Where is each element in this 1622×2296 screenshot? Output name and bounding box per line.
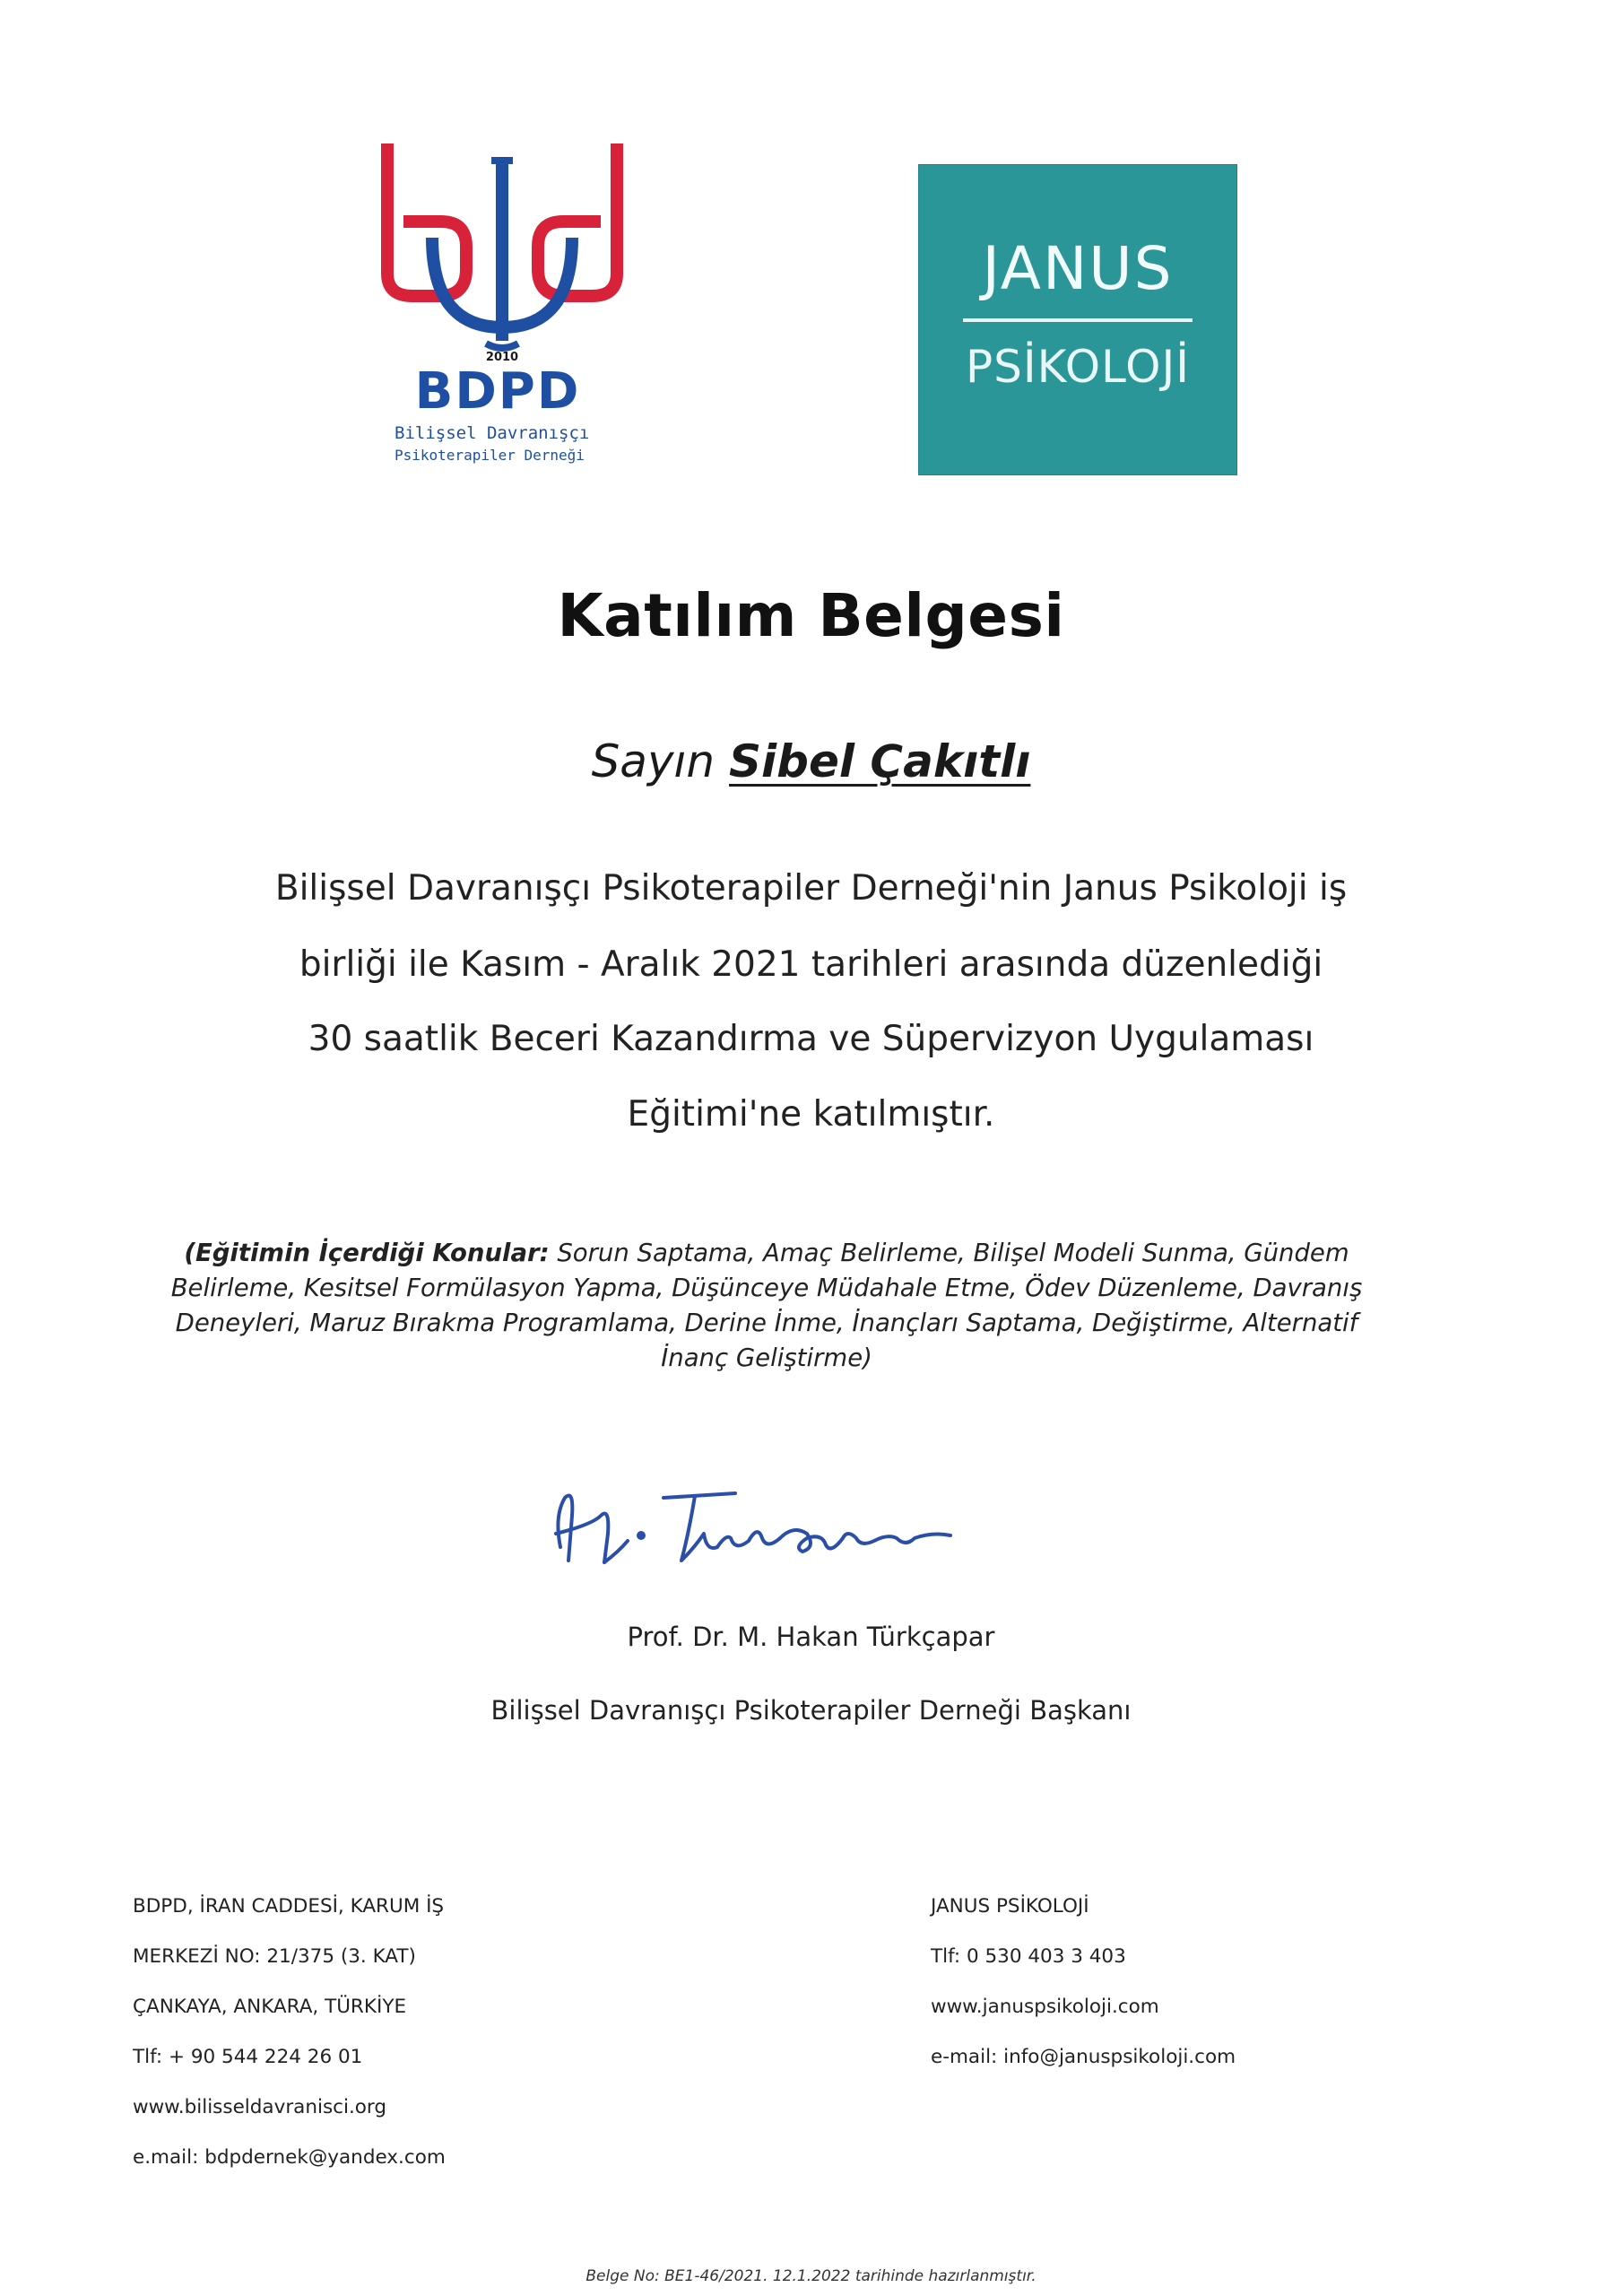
janus-name: JANUS PSİKOLOJİ <box>931 1895 1089 1918</box>
body-line-4: Eğitimi'ne katılmıştır. <box>627 1094 995 1135</box>
body-line-3: 30 saatlik Beceri Kazandırma ve Süpervizyon Uygulaması <box>308 1019 1314 1059</box>
bdpd-contact <box>133 1882 446 2183</box>
body-line-2: birliği ile Kasım - Aralık 2021 tarihleri arasında düzenlediği <box>299 944 1323 985</box>
janus-logo-subtitle: PSİKOLOJİ <box>966 341 1190 393</box>
document-number: Belge No: BE1-46/2021. 12.1.2022 tarihinde hazırlanmıştır. <box>585 2267 1037 2285</box>
bdpd-email: e.mail: bdpdernek@yandex.com <box>133 2146 446 2169</box>
janus-phone: Tlf: 0 530 403 3 403 <box>931 1945 1126 1968</box>
janus-email: e-mail: info@januspsikoloji.com <box>931 2046 1236 2068</box>
topics-text: Sorun Saptama, Amaç Belirleme, Bilişel Modeli Sunma, Gündem Belirleme, Kesitsel Formülasyon Yapma, Düşünceye Müdahale Etme, Ödev Düzenleme, Davranış Deneyleri, Maruz Bırakma Programlama, Derine İnme, İnançları Saptama, Değiştirme, Alternatif İnanç Geliştirme) <box>170 1239 1363 1372</box>
salutation-prefix: Sayın <box>591 735 716 787</box>
signer-title: Bilişsel Davranışçı Psikoterapiler Derneği Başkanı <box>490 1695 1132 1726</box>
bdpd-address-line-2: MERKEZİ NO: 21/375 (3. KAT) <box>133 1945 416 1968</box>
training-topics <box>170 1236 1363 1376</box>
recipient-name: Sibel Çakıtlı <box>729 735 1031 787</box>
signer-name: Prof. Dr. M. Hakan Türkçapar <box>627 1622 995 1652</box>
bdpd-website: www.bilisseldavranisci.org <box>133 2096 387 2118</box>
janus-logo-rule <box>963 318 1193 322</box>
bdpd-emblem-icon <box>377 139 646 484</box>
bdpd-address-line-1: BDPD, İRAN CADDESİ, KARUM İŞ <box>133 1895 445 1918</box>
janus-contact <box>931 1882 1236 2083</box>
signature-scribble-icon <box>538 1462 986 1587</box>
bdpd-address-line-3: ÇANKAYA, ANKARA, TÜRKİYE <box>133 1996 407 2018</box>
salutation <box>0 735 1622 787</box>
bdpd-year: 2010 <box>485 351 519 364</box>
bdpd-phone: Tlf: + 90 544 224 26 01 <box>133 2046 363 2068</box>
bdpd-line2: Psikoterapiler Derneği <box>395 447 585 464</box>
topics-lead: (Eğitimin İçerdiği Konular: <box>184 1239 550 1267</box>
janus-website: www.januspsikoloji.com <box>931 1996 1159 2018</box>
signature <box>538 1462 986 1587</box>
janus-logo <box>918 164 1237 475</box>
certificate-title: Katılım Belgesi <box>557 581 1065 650</box>
body-line-1: Bilişsel Davranışçı Psikoterapiler Derneği'nin Janus Psikoloji iş <box>274 868 1348 909</box>
janus-logo-name: JANUS <box>982 234 1174 303</box>
bdpd-line1: Bilişsel Davranışçı <box>395 423 590 443</box>
bdpd-logo <box>377 139 646 484</box>
bdpd-acronym: BDPD <box>414 362 581 421</box>
